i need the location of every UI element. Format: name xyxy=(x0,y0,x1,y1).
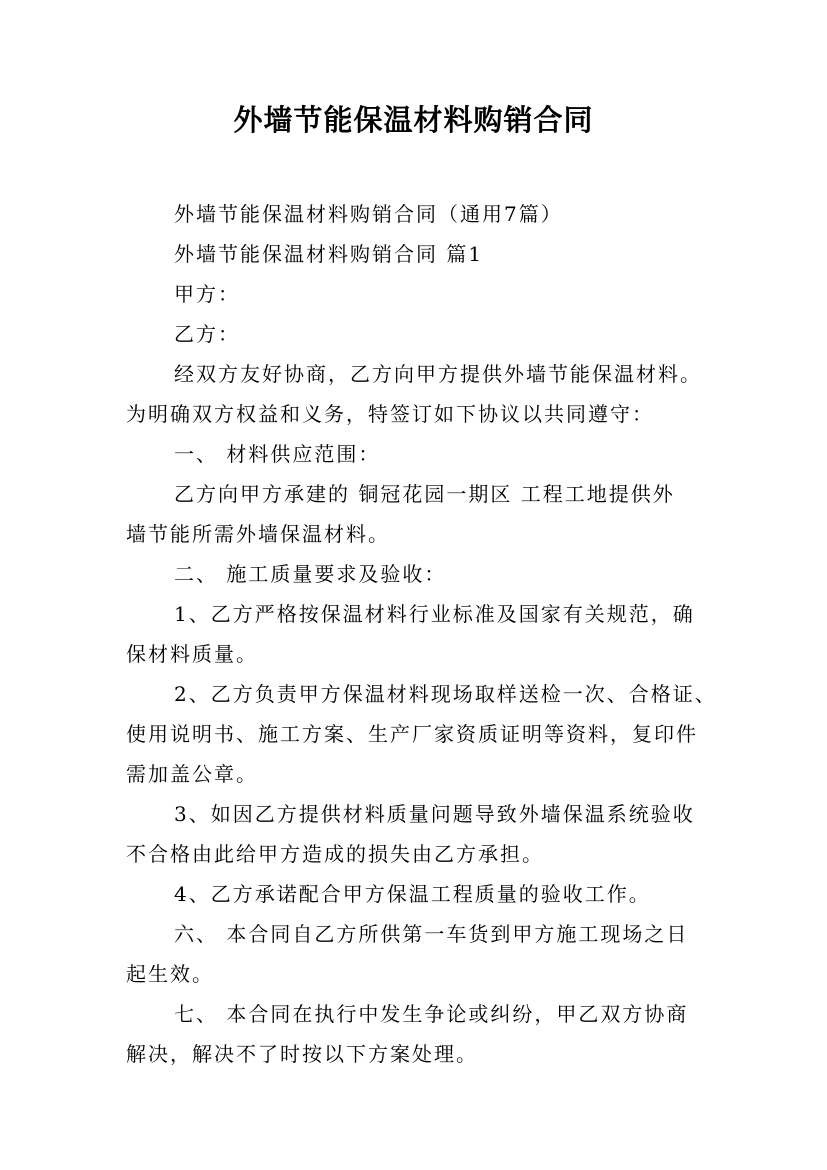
party-a-label: 甲方： xyxy=(174,282,240,306)
document-title: 外墙节能保温材料购销合同 xyxy=(233,103,594,137)
paragraph-line: 起生效。 xyxy=(126,962,214,986)
paragraph-line: 3、如因乙方提供材料质量问题导致外墙保温系统验收 xyxy=(174,802,695,826)
party-b-label: 乙方： xyxy=(174,322,240,346)
clause-heading: 六、 本合同自乙方所供第一车货到甲方施工现场之日 xyxy=(174,922,689,946)
subtitle-line: 外墙节能保温材料购销合同（通用7篇） xyxy=(174,202,563,226)
document-body xyxy=(126,194,716,1074)
paragraph-line: 墙节能所需外墙保温材料。 xyxy=(126,522,390,546)
paragraph-line: 不合格由此给甲方造成的损失由乙方承担。 xyxy=(126,842,544,866)
paragraph-line: 为明确双方权益和义务，特签订如下协议以共同遵守： xyxy=(126,402,654,426)
paragraph-line: 需加盖公章。 xyxy=(126,762,258,786)
clause-heading: 二、 施工质量要求及验收： xyxy=(174,562,447,586)
section-heading: 外墙节能保温材料购销合同 篇1 xyxy=(174,242,484,266)
paragraph-line: 1、乙方严格按保温材料行业标准及国家有关规范，确 xyxy=(174,602,695,626)
clause-heading: 七、 本合同在执行中发生争论或纠纷，甲乙双方协商 xyxy=(174,1002,689,1026)
paragraph-line: 乙方向甲方承建的 铜冠花园一期区 工程工地提供外 xyxy=(174,482,675,506)
paragraph-line: 2、乙方负责甲方保温材料现场取样送检一次、合格证、 xyxy=(174,682,717,706)
clause-heading: 一、 材料供应范围： xyxy=(174,442,381,466)
paragraph-line: 保材料质量。 xyxy=(126,642,258,666)
paragraph-line: 使用说明书、施工方案、生产厂家资质证明等资料，复印件 xyxy=(126,722,698,746)
paragraph-line: 解决，解决不了时按以下方案处理。 xyxy=(126,1042,478,1066)
paragraph-line: 经双方友好协商，乙方向甲方提供外墙节能保温材料。 xyxy=(174,362,702,386)
paragraph-line: 4、乙方承诺配合甲方保温工程质量的验收工作。 xyxy=(174,882,651,906)
